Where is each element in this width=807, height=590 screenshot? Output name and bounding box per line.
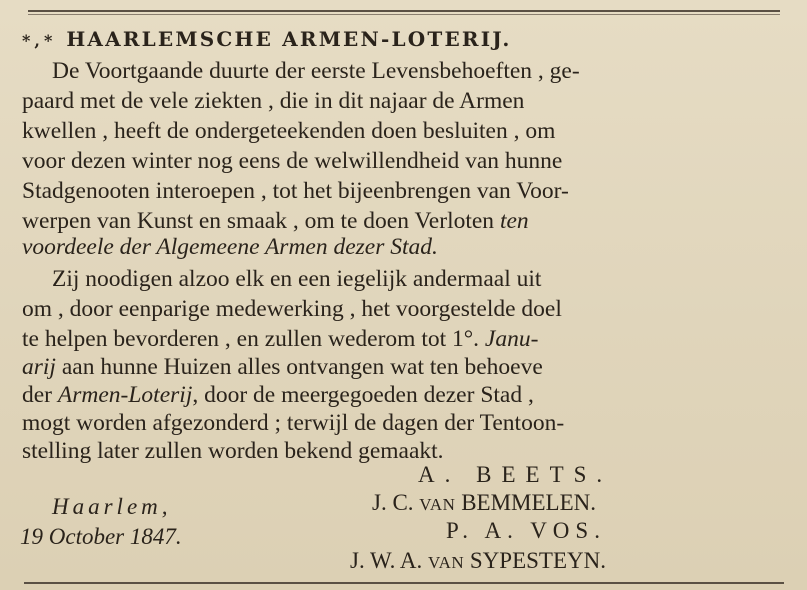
text-line: Zij noodigen alzoo elk en een iegelijk andermaal uit (52, 266, 542, 292)
signatory-2: J. C. VAN BEMMELEN. (372, 490, 596, 515)
signatory-4: J. W. A. VAN SYPESTEYN. (350, 548, 606, 573)
top-rule-thin (28, 14, 780, 15)
bottom-rule (24, 582, 784, 584)
text-line: kwellen , heeft de ondergeteekenden doen besluiten , om (22, 118, 556, 144)
line-text: te helpen bevorderen , en zullen wederom tot 1°. (22, 326, 480, 352)
line-text: der (22, 382, 53, 408)
italic-text: Janu- (484, 326, 539, 352)
top-rule (28, 10, 780, 12)
signature-place: Haarlem, (52, 494, 172, 519)
heading-text: HAARLEMSCHE ARMEN-LOTERIJ. (66, 27, 512, 51)
italic-text: ten (499, 208, 529, 234)
text-line: om , door eenparige medewerking , het voorgestelde doel (22, 296, 562, 322)
text-line: De Voortgaande duurte der eerste Levensbehoeften , ge- (52, 58, 580, 84)
text-line (22, 326, 538, 352)
text-line-italic: voordeele der Algemeene Armen dezer Stad. (22, 234, 438, 260)
text-line: voor dezen winter nog eens de welwillendheid van hunne (22, 148, 563, 174)
italic-text: arij (22, 354, 56, 380)
signature-date: 19 October 1847. (20, 524, 182, 549)
line-text: werpen van Kunst en smaak , om te doen Verloten (22, 208, 495, 234)
signatory-1: A. BEETS. (418, 462, 613, 487)
signatory-3: P. A. VOS. (446, 518, 606, 543)
text-line: stelling later zullen worden bekend gemaakt. (22, 438, 444, 464)
heading-mark: *,* (22, 31, 57, 50)
text-line (22, 354, 543, 380)
text-line: paard met de vele ziekten , die in dit najaar de Armen (22, 88, 525, 114)
text-line (22, 208, 529, 234)
line-text: , door de meergegoeden dezer Stad , (192, 382, 534, 408)
text-line: Stadgenooten interoepen , tot het bijeenbrengen van Voor- (22, 178, 569, 204)
text-line (22, 382, 534, 408)
text-line: mogt worden afgezonderd ; terwijl de dagen der Tentoon- (22, 410, 565, 436)
line-text: aan hunne Huizen alles ontvangen wat ten behoeve (61, 354, 543, 380)
article-heading (22, 26, 512, 54)
italic-text: Armen-Loterij (57, 382, 193, 408)
